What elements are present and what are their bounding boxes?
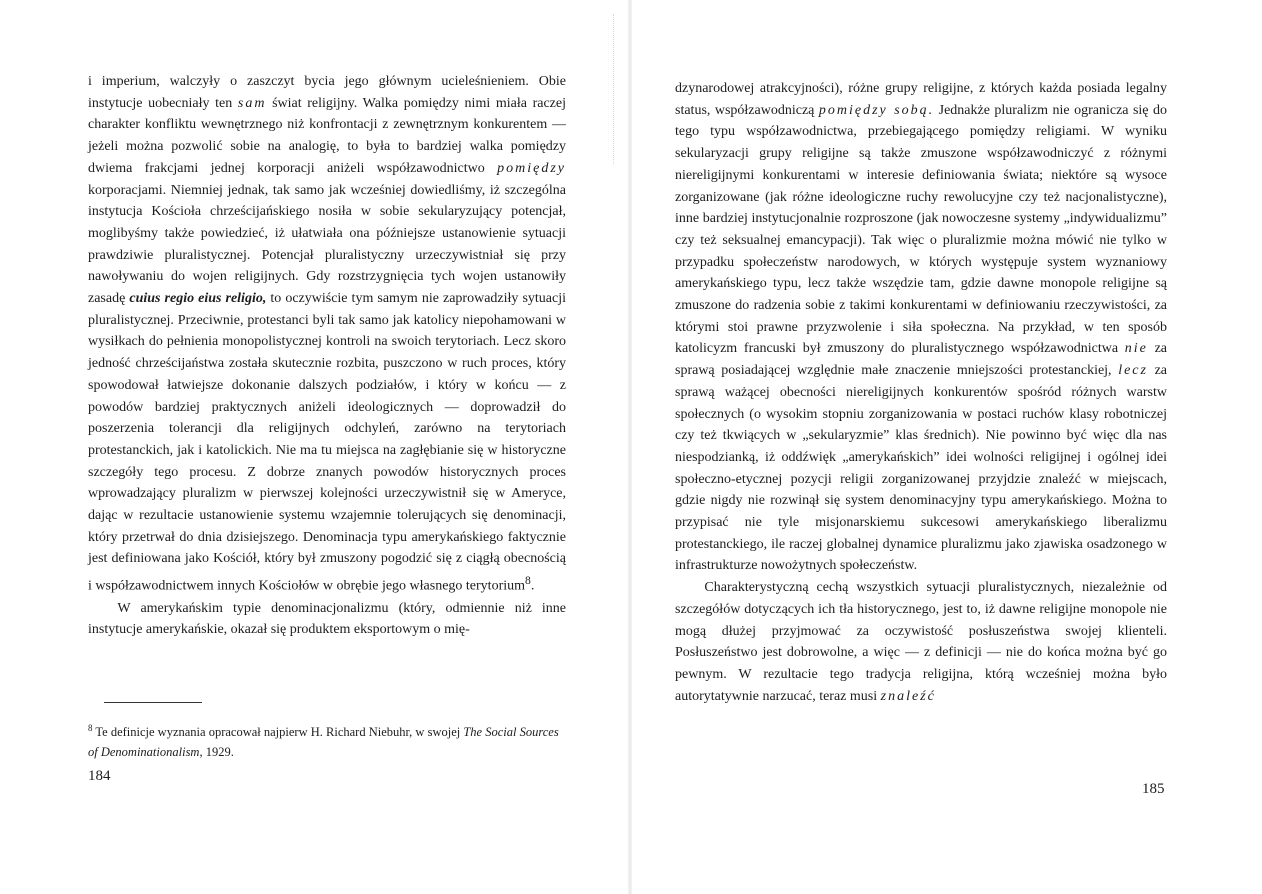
text-run: za sprawą posiadającej względnie małe znaczenie mniejszości protestanckiej,: [675, 341, 1167, 379]
paragraph: [675, 78, 1167, 577]
footnote-separator: [104, 702, 202, 703]
text-run: lecz: [1118, 363, 1148, 379]
text-run: znaleźć: [880, 688, 936, 704]
footnote-reference: 8: [525, 574, 531, 588]
paragraph: [88, 598, 566, 641]
right-page-text: [675, 78, 1167, 707]
text-run: sam: [237, 95, 267, 111]
footnote-text: [88, 725, 559, 759]
text-run: cuius regio eius religio,: [129, 291, 267, 307]
scan-artifact: [605, 14, 614, 164]
text-run: dzynarodowej atrakcyjności), różne grupy religijne, z których każda posiada legalny status, współzawodniczą: [675, 81, 1167, 118]
text-run: .: [530, 578, 535, 594]
text-run: Te definicje wyznania opracował najpierw H. Richard Niebuhr, w swojej: [92, 725, 464, 740]
text-run: korporacjami. Niemniej jednak, tak samo jak wcześniej dowiedliśmy, iż szczególna instytucja Kościoła chrześcijańskiego nosiła w sobie sekularyzujący potencjał, moglibyśmy także powiedzieć, iż ułatwiała ona późniejsze ustanowienie sytuacji prawdziwie pluralistycznej. Potencjał pluralistyczny urzeczywistniał się przy nawoływaniu do wojen religijnych. Gdy rozstrzygnięcia tych wojen ustanowiły zasadę: [88, 182, 566, 307]
text-run: i imperium, walczyły o zaszczyt bycia jego głównym ucieleśnieniem. Obie instytucje uobecniały ten: [88, 74, 566, 111]
paragraph: [88, 71, 566, 598]
text-run: świat religijny. Walka pomiędzy nimi miała raczej charakter konfliktu wewnętrznego niż konfrontacji z zewnętrznym konkurentem — jeżeli można pozwolić sobie na analogię, to była to bardziej walka pomiędzy dwiema frakcjami jednej korporacji aniżeli współzawodnictwo: [88, 95, 566, 176]
footnote: [88, 718, 566, 762]
text-run: za sprawą ważącej obecności niereligijnych konkurentów spośród różnych warstw społecznych (o wysokim stopniu zorganizowania w postaci ruchów klasy robotniczej czy też tkwiących w „sekularyzmie” klas średnich). Nie powinno być więc dla nas niespodzianką, iż oddźwięk „amerykańskich” idei wolności religijnej i ogólnej idei społeczno-etycznej pozycji religii zorganizowanej przyjdzie znaleźć w miejscach, gdzie nigdy nie rozwinął się system denominacyjny typu amerykańskiego. Można to przypisać nie tyle misjonarskiemu sukcesowi amerykańskiego liberalizmu protestanckiego, ile raczej globalnej dynamice pluralizmu jako zjawiska osadzonego w infrastrukturze nowożytnych społeczeństw.: [675, 363, 1167, 574]
text-run: to oczywiście tym samym nie zaprowadziły sytuacji pluralistycznej. Przeciwnie, protestanci byli tak samo jak katolicy niepohamowani w wysiłkach do pełnienia monopolistycznej kontroli na swoich terytoriach. Lecz skoro jedność chrześcijaństwa została skutecznie rozbita, puszczono w ruch proces, który spowodował łatwiejsze dokonanie dalszych podziałów, i który w końcu — z powodów bardziej praktycznych aniżeli ideologicznych — doprowadził do poszerzenia tolerancji dla religijnych odchyleń, zarówno na terytoriach protestanckich, jak i katolickich. Nie ma tu miejsca na zagłębianie się w historyczne szczegóły tego procesu. Z dobrze znanych powodów historycznych proces wprowadzający pluralizm w pierwszej kolejności urzeczywistnił się w Ameryce, dając w rezultacie ustanowienie systemu wzajemnie tolerujących się denominacji, który przetrwał do dnia dzisiejszego. Denominacja typu amerykańskiego faktycznie jest definiowana jako Kościół, który był zmuszony pogodzić się z ciągłą obecnością i współzawodnictwem innych Kościołów w obrębie jego własnego terytorium: [88, 291, 567, 594]
text-run: Charakterystyczną cechą wszystkich sytuacji pluralistycznych, niezależnie od szczegółów dotyczących ich tła historycznego, jest to, iż dawne religijne monopole nie mogą dłużej przyjmować za oczywistość posłuszeństwa swojej klienteli. Posłuszeństwo jest dobrowolne, a więc — z definicji — nie do końca można być go pewnym. W rezultacie tego tradycja religijna, którą wcześniej można było autorytatywnie narzucać, teraz musi: [675, 580, 1167, 704]
text-run: nie: [1124, 341, 1148, 357]
paragraph: [675, 577, 1167, 707]
text-run: W amerykańskim typie denominacjonalizmu (który, odmiennie niż inne instytucje amerykańskie, okazał się produktem eksportowym o mię-: [88, 600, 566, 638]
text-run: pomiędzy: [497, 160, 566, 176]
text-run: Jednakże pluralizm nie ogranicza się do tego typu współzawodnictwa, przebiegającego pomiędzy religiami. W wyniku sekularyzacji grupy religijne są także zmuszone współzawodniczyć z różnymi niereligijnymi konkurentami w interesie definiowania świata; niektóre są wysoce zorganizowane (jak różne ideologiczne ruchy rewolucyjne czy też nacjonalistyczne), inne bardziej instytucjonalnie rozproszone (jak nowoczesne systemy „indywidualizmu” czy też seksualnej emancypacji). Tak więc o pluralizmie można mówić nie tylko w przypadku społeczeństw narodowych, w których występuje system wyznaniowy amerykańskiego typu, lecz także wszędzie tam, gdzie dawne monopole religijne są zmuszone do radzenia sobie z takimi konkurentami w definiowaniu rzeczywistości, za którymi stoi prawne przyzwolenie i siła społeczna. Na przykład, w ten sposób katolicyzm francuski był zmuszony do pluralistycznego współzawodnictwa: [675, 102, 1167, 357]
right-page: [631, 0, 1262, 894]
text-run: The Social Sources of Denominationalism,: [88, 725, 559, 760]
footnote-marker: 8: [88, 723, 93, 733]
left-page-text: [88, 71, 566, 641]
page-number-right: 185: [1142, 781, 1165, 797]
text-run: 1929.: [202, 745, 234, 760]
page-number-left: 184: [88, 768, 111, 784]
text-run: pomiędzy sobą.: [818, 102, 935, 118]
